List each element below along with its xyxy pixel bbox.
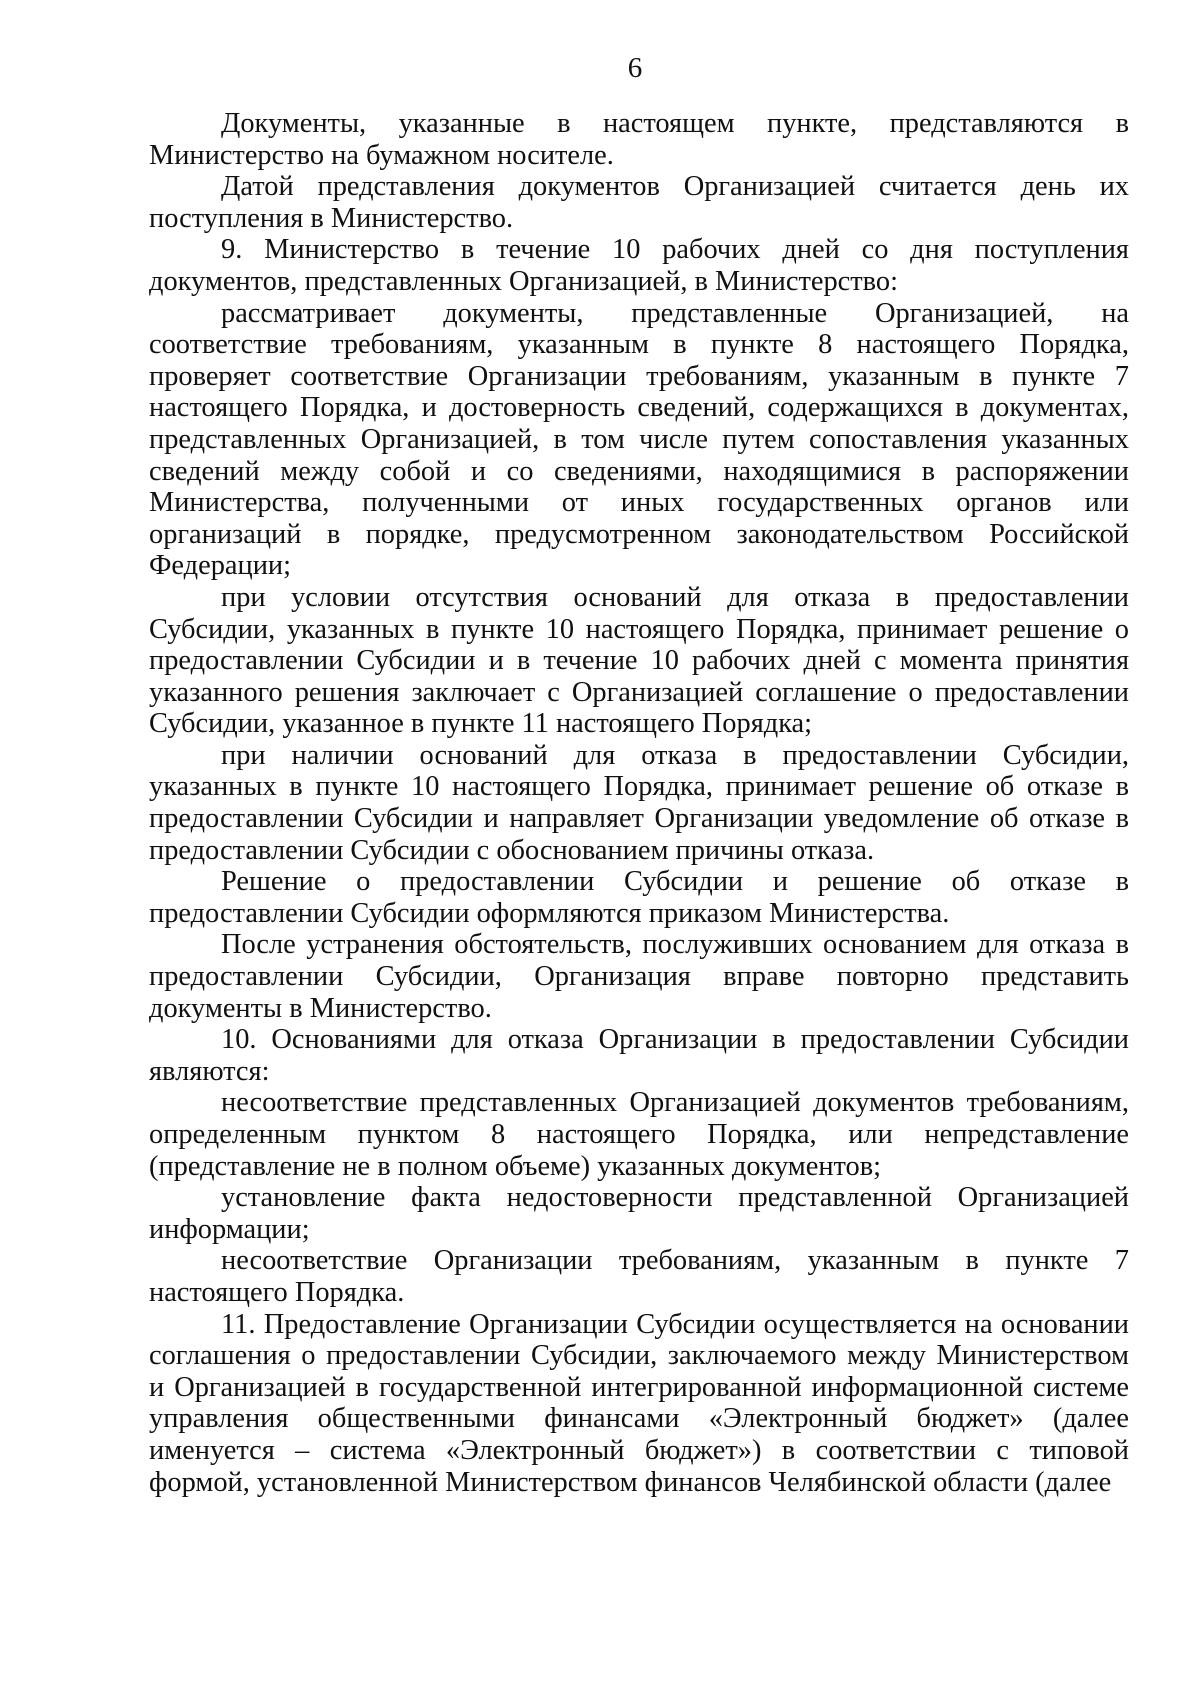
paragraph-refusal-ground-false-info: установление факта недостоверности представленной Организацией информации; [149,1182,1129,1245]
paragraph-clause-9: 9. Министерство в течение 10 рабочих дней со дня поступления документов, представленных Организацией, в Министерство: [149,234,1129,297]
paragraph-refusal-ground-requirements: несоответствие Организации требованиям, указанным в пункте 7 настоящего Порядка. [149,1245,1129,1308]
paragraph-decision-order: Решение о предоставлении Субсидии и решение об отказе в предоставлении Субсидии оформляются приказом Министерства. [149,866,1129,929]
paragraph-review-documents: рассматривает документы, представленные Организацией, на соответствие требованиям, указанным в пункте 8 настоящего Порядка, проверяет соответствие Организации требованиям, указанным в пункте 7 настоящего Порядка, и достоверность сведений, содержащихся в документах, представленных Организацией, в том числе путем сопоставления указанных сведений между собой и со сведениями, находящимися в распоряжении Министерства, полученными от иных государственных органов или организаций в порядке, предусмотренном законодательством Российской Федерации; [149,297,1129,582]
paragraph-grant-decision: при условии отсутствия оснований для отказа в предоставлении Субсидии, указанных в пункте 10 настоящего Порядка, принимает решение о предоставлении Субсидии и в течение 10 рабочих дней с момента принятия указанного решения заключает с Организацией соглашение о предоставлении Субсидии, указанное в пункте 11 настоящего Порядка; [149,581,1129,740]
paragraph-refusal-ground-documents: несоответствие представленных Организацией документов требованиям, определенным пунктом 8 настоящего Порядка, или непредставление (представление не в полном объеме) указанных документов; [149,1087,1129,1182]
paragraph-resubmission: После устранения обстоятельств, послуживших основанием для отказа в предоставлении Субсидии, Организация вправе повторно представить документы в Министерство. [149,929,1129,1024]
page-number: 6 [627,52,643,84]
paragraph-documents-paper: Документы, указанные в настоящем пункте, представляются в Министерство на бумажном носителе. [149,108,1129,171]
paragraph-clause-10: 10. Основаниями для отказа Организации в предоставлении Субсидии являются: [149,1024,1129,1087]
paragraph-clause-11: 11. Предоставление Организации Субсидии осуществляется на основании соглашения о предоставлении Субсидии, заключаемого между Министерством и Организацией в государственной интегрированной информационной системе управления общественными финансами «Электронный бюджет» (далее именуется – система «Электронный бюджет») в соответствии с типовой формой, установленной Министерством финансов Челябинской области (далее [149,1308,1129,1498]
document-body [149,108,1129,1498]
paragraph-refusal-decision: при наличии оснований для отказа в предоставлении Субсидии, указанных в пункте 10 настоящего Порядка, принимает решение об отказе в предоставлении Субсидии и направляет Организации уведомление об отказе в предоставлении Субсидии с обоснованием причины отказа. [149,739,1129,866]
paragraph-submission-date: Датой представления документов Организацией считается день их поступления в Министерство. [149,171,1129,234]
